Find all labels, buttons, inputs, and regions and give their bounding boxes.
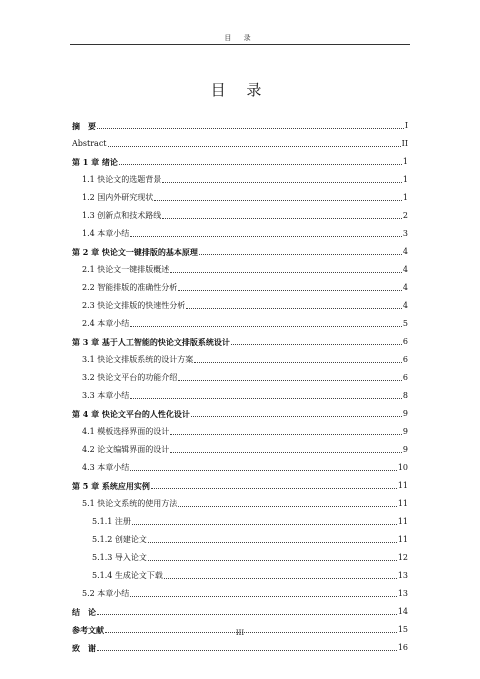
toc-entry-page: 15 <box>397 625 408 634</box>
toc-leader-dots <box>119 164 402 165</box>
toc-entry[interactable] <box>72 167 408 185</box>
toc-entry-page: 10 <box>397 463 408 472</box>
toc-entry-title: 1.4 本章小结 <box>82 229 130 238</box>
toc-entry-title: 第 1 章 绪论 <box>72 157 118 167</box>
toc-entry[interactable] <box>72 527 408 545</box>
toc-leader-dots <box>178 380 402 381</box>
toc-entry-title: 4.1 模板选择界面的设计 <box>82 427 170 436</box>
toc-leader-dots <box>130 596 397 597</box>
toc-leader-dots <box>130 326 402 327</box>
toc-leader-dots <box>170 434 402 435</box>
toc-entry-page: 1 <box>402 193 408 202</box>
toc-leader-dots <box>151 488 397 489</box>
toc-leader-dots <box>148 560 397 561</box>
toc-entry-page: 4 <box>402 301 408 310</box>
toc-entry-page: 9 <box>402 409 408 418</box>
toc-leader-dots <box>132 524 397 525</box>
toc-entry[interactable] <box>72 401 408 419</box>
toc-leader-dots <box>162 182 402 183</box>
toc-leader-dots <box>186 308 402 309</box>
toc-entry-title: 5.1.2 创建论文 <box>92 535 147 544</box>
toc-entry[interactable] <box>72 599 408 617</box>
toc-entry[interactable] <box>72 455 408 473</box>
toc-entry-page: 13 <box>397 571 408 580</box>
running-header: 目 录 <box>224 34 256 42</box>
toc-entry-page: 4 <box>402 265 408 274</box>
toc-leader-dots <box>97 614 397 615</box>
toc-leader-dots <box>130 236 402 237</box>
toc-entry-page: 12 <box>397 553 408 562</box>
toc-entry-title: 3.2 快论文平台的功能介绍 <box>82 373 178 382</box>
toc-entry-page: 11 <box>397 499 408 508</box>
toc-entry-page: 16 <box>397 643 408 652</box>
toc-entry-title: 2.3 快论文排版的快速性分析 <box>82 301 186 310</box>
toc-entry[interactable] <box>72 257 408 275</box>
toc-entry-title: 4.2 论文编辑界面的设计 <box>82 445 170 454</box>
toc-entry-title: 1.3 创新点和技术路线 <box>82 211 162 220</box>
toc-leader-dots <box>108 146 401 147</box>
toc-entry[interactable] <box>72 635 408 653</box>
toc-leader-dots <box>97 650 397 651</box>
toc-leader-dots <box>162 218 402 219</box>
toc-entry[interactable] <box>72 329 408 347</box>
toc-leader-dots <box>170 452 402 453</box>
toc-leader-dots <box>178 506 397 507</box>
toc-entry-page: 9 <box>402 445 408 454</box>
toc-entry-title: 2.4 本章小结 <box>82 319 130 328</box>
toc-entry[interactable] <box>72 275 408 293</box>
toc-leader-dots <box>178 290 402 291</box>
toc-entry-page: 2 <box>402 211 408 220</box>
toc-entry-page: 14 <box>397 607 408 616</box>
toc-entry-title: 1.1 快论文的选题背景 <box>82 175 162 184</box>
toc-entry-title: 3.3 本章小结 <box>82 391 130 400</box>
toc-entry-title: 结 论 <box>72 607 96 617</box>
toc-entry-title: 5.1.1 注册 <box>92 517 131 526</box>
toc-entry-page: 9 <box>402 427 408 436</box>
toc-leader-dots <box>97 128 404 129</box>
toc-entry[interactable] <box>72 545 408 563</box>
toc-entry-title: 5.1 快论文系统的使用方法 <box>82 499 178 508</box>
page-number: III <box>235 629 245 637</box>
table-of-contents <box>72 113 408 653</box>
toc-leader-dots <box>194 362 402 363</box>
toc-title: 目 录 <box>210 81 270 99</box>
toc-entry-title: 参考文献 <box>72 625 104 635</box>
toc-entry-page: 11 <box>397 535 408 544</box>
toc-entry[interactable] <box>72 239 408 257</box>
toc-entry[interactable] <box>72 491 408 509</box>
toc-entry[interactable] <box>72 113 408 131</box>
toc-entry[interactable] <box>72 581 408 599</box>
toc-entry-title: 第 5 章 系统应用实例 <box>72 481 150 491</box>
toc-entry-page: 8 <box>402 391 408 400</box>
toc-leader-dots <box>170 272 402 273</box>
toc-entry[interactable] <box>72 347 408 365</box>
toc-leader-dots <box>130 398 402 399</box>
toc-entry[interactable] <box>72 221 408 239</box>
toc-entry-page: 11 <box>397 517 408 526</box>
toc-leader-dots <box>148 542 397 543</box>
toc-entry[interactable] <box>72 149 408 167</box>
toc-leader-dots <box>231 344 402 345</box>
toc-entry-title: 5.2 本章小结 <box>82 589 130 598</box>
toc-entry[interactable] <box>72 131 408 149</box>
toc-leader-dots <box>130 470 397 471</box>
header-rule <box>70 44 410 45</box>
toc-entry[interactable] <box>72 185 408 203</box>
toc-entry-title: Abstract <box>72 139 107 148</box>
toc-entry[interactable] <box>72 365 408 383</box>
toc-leader-dots <box>164 578 397 579</box>
toc-entry-page: 13 <box>397 589 408 598</box>
toc-entry[interactable] <box>72 437 408 455</box>
toc-entry[interactable] <box>72 311 408 329</box>
toc-entry[interactable] <box>72 419 408 437</box>
toc-leader-dots <box>154 200 402 201</box>
toc-entry-page: 4 <box>402 247 408 256</box>
toc-entry[interactable] <box>72 563 408 581</box>
toc-entry[interactable] <box>72 293 408 311</box>
toc-entry-title: 第 4 章 快论文平台的人性化设计 <box>72 409 190 419</box>
toc-entry-title: 第 2 章 快论文一键排版的基本原理 <box>72 247 198 257</box>
toc-entry-page: 11 <box>397 481 408 490</box>
toc-entry[interactable] <box>72 509 408 527</box>
toc-entry-page: I <box>404 121 408 130</box>
toc-entry-page: 4 <box>402 283 408 292</box>
toc-entry-page: 6 <box>402 355 408 364</box>
toc-entry-title: 3.1 快论文排版系统的设计方案 <box>82 355 194 364</box>
toc-entry[interactable] <box>72 473 408 491</box>
toc-entry-page: 6 <box>402 337 408 346</box>
toc-entry-title: 2.2 智能排版的准确性分析 <box>82 283 178 292</box>
toc-entry-title: 4.3 本章小结 <box>82 463 130 472</box>
toc-entry-page: 1 <box>402 175 408 184</box>
toc-entry-page: 6 <box>402 373 408 382</box>
toc-entry-title: 摘 要 <box>72 121 96 131</box>
toc-leader-dots <box>191 416 402 417</box>
toc-entry-title: 2.1 快论文一键排版概述 <box>82 265 170 274</box>
toc-entry-page: 1 <box>402 157 408 166</box>
toc-entry-page: 3 <box>402 229 408 238</box>
toc-entry-title: 5.1.4 生成论文下载 <box>92 571 163 580</box>
toc-entry-page: 5 <box>402 319 408 328</box>
toc-entry-title: 致 谢 <box>72 643 96 653</box>
toc-leader-dots <box>199 254 402 255</box>
toc-entry-title: 第 3 章 基于人工智能的快论文排版系统设计 <box>72 337 230 347</box>
toc-entry-page: II <box>401 139 408 148</box>
toc-entry[interactable] <box>72 203 408 221</box>
toc-entry-title: 1.2 国内外研究现状 <box>82 193 154 202</box>
toc-entry[interactable] <box>72 383 408 401</box>
toc-entry-title: 5.1.3 导入论文 <box>92 553 147 562</box>
